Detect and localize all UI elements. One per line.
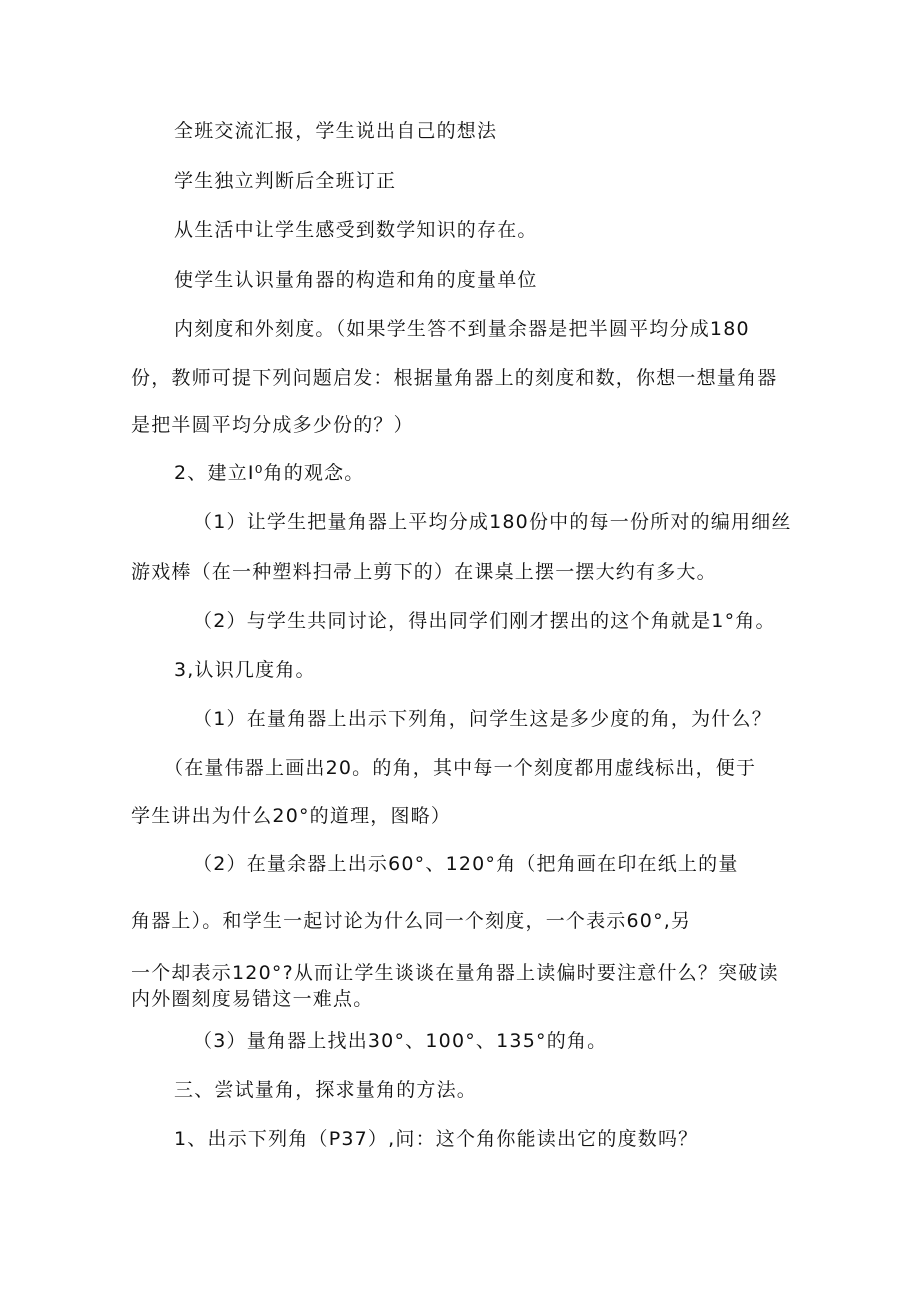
paragraph-line: 游戏棒（在一种塑料扫帚上剪下的）在课桌上摆一摆大约有多大。	[131, 561, 717, 583]
paragraph-line: 1、出示下列角（P37）,问：这个角你能读出它的度数吗？	[174, 1128, 699, 1150]
paragraph-line: 内外圈刻度易错这一难点。	[131, 988, 374, 1010]
paragraph-line: （在量伟器上画出20。的角，其中每一个刻度都用虚线标出，便于	[164, 757, 757, 779]
paragraph-line: 角器上）。和学生一起讨论为什么同一个刻度，一个表示60°,另	[131, 910, 692, 932]
paragraph-line: （2）与学生共同讨论，得出同学们刚才摆出的这个角就是1°角。	[193, 610, 776, 632]
paragraph-line: 份，教师可提下列问题启发：根据量角器上的刻度和数，你想一想量角器	[131, 367, 778, 389]
paragraph-line: （3）量角器上找出30°、100°、135°的角。	[193, 1030, 608, 1052]
paragraph-line: （2）在量余器上出示60°、120°角（把角画在印在纸上的量	[193, 853, 739, 875]
paragraph-line: 是把半圆平均分成多少份的？）	[131, 414, 414, 436]
paragraph-line: 使学生认识量角器的构造和角的度量单位	[174, 269, 538, 291]
paragraph-line: 内刻度和外刻度。（如果学生答不到量余器是把半圆平均分成180	[174, 318, 750, 340]
paragraph-line: 学生独立判断后全班订正	[174, 170, 397, 192]
paragraph-line: 全班交流汇报，学生说出自己的想法	[174, 120, 498, 142]
paragraph-line: 从生活中让学生感受到数学知识的存在。	[174, 219, 538, 241]
section-heading: 三、尝试量角，探求量角的方法。	[174, 1079, 478, 1101]
paragraph-line: 一个却表示120°?从而让学生谈谈在量角器上读偏时要注意什么？突破读	[131, 962, 779, 984]
paragraph-line: （1）在量角器上出示下列角，问学生这是多少度的角，为什么？	[193, 708, 772, 730]
section-heading: 2、建立I⁰角的观念。	[174, 462, 365, 484]
paragraph-line: 学生讲出为什么20°的道理，图略）	[131, 805, 452, 827]
paragraph-line: （1）让学生把量角器上平均分成180份中的每一份所对的编用细丝	[193, 511, 792, 533]
section-heading: 3,认识几度角。	[174, 659, 316, 681]
